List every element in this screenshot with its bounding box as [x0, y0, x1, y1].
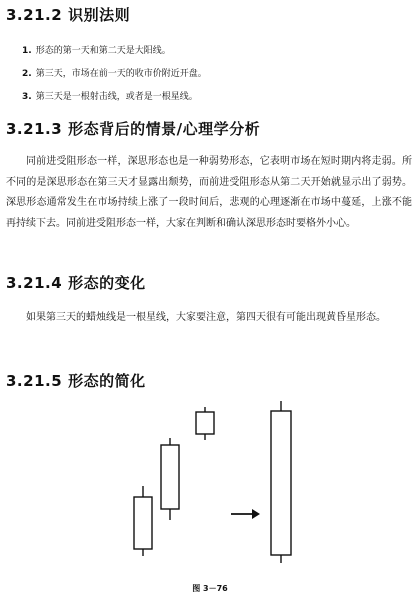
section-title: 识别法则 [68, 6, 131, 24]
candle-body [134, 497, 152, 549]
rule-index: 3. [22, 92, 32, 102]
rule-text: 形态的第一天和第二天是大阳线。 [35, 46, 171, 56]
section-title: 形态的简化 [68, 372, 146, 390]
candle-body [196, 412, 214, 434]
variation-paragraph: 如果第三天的蜡烛线是一根星线，大家要注意，第四天很有可能出现黄昏星形态。 [26, 312, 386, 323]
arrow-right-icon [231, 509, 260, 519]
rule-index: 1. [22, 46, 32, 56]
rule-index: 2. [22, 69, 32, 79]
section-number: 3.21.5 [6, 372, 63, 390]
section-title: 形态背后的情景/心理学分析 [68, 120, 261, 138]
section-number: 3.21.3 [6, 120, 63, 138]
candle-day-1 [134, 486, 152, 556]
psychology-paragraph: 同前进受阻形态一样，深思形态也是一种弱势形态，它表明市场在短时期内将走弱。所不同的是深思形态在第三天才显露出颓势，而前进受阻形态从第二天开始就显示出了弱势。深思形态通常发生在市场持续上涨了一段时间后，悲观的心理逐渐在市场中蔓延，上涨不能再持续下去。同前进受阻形态一样，大家在判断和确认深思形态时要格外小心。 [6, 156, 412, 229]
candle-simplified [271, 401, 291, 563]
section-number: 3.21.4 [6, 274, 63, 292]
section-title: 形态的变化 [68, 274, 146, 292]
candle-body [271, 411, 291, 555]
candle-body [161, 445, 179, 509]
rule-text: 第三天是一根射击线，或者是一根星线。 [35, 92, 198, 102]
rule-text: 第三天，市场在前一天的收市价附近开盘。 [35, 69, 207, 79]
figure-caption: 图 3－76 [192, 584, 228, 593]
section-number: 3.21.2 [6, 6, 63, 24]
candle-day-3 [196, 407, 214, 440]
candle-day-2 [161, 438, 179, 520]
